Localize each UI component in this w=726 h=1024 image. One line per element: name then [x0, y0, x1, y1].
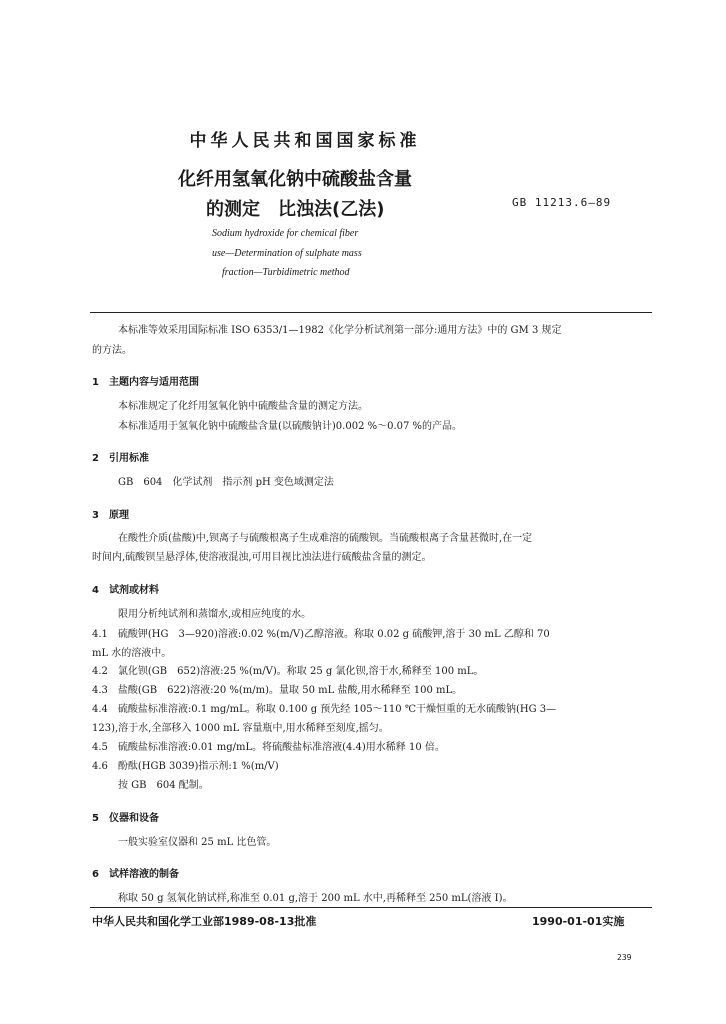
standard-code: GB 11213.6—89 [512, 196, 612, 209]
item-4-6-line-2: 按 GB 604 配制。 [118, 780, 209, 791]
effective-date: 1990-01-01实施 [532, 915, 625, 928]
section-3-paragraph-line-1: 在酸性介质(盐酸)中,钡离子与硫酸根离子生成难溶的硫酸钡。当硫酸根离子含量甚微时,在一定 [118, 533, 533, 544]
item-4-1-line-1: 4.1 硫酸钾(HG 3—920)溶液:0.02 %(m/V)乙醇溶液。称取 0.02 g 硫酸钾,溶于 30 mL 乙醇和 70 [92, 629, 550, 640]
section-1-paragraph-1: 本标准规定了化纤用氢氧化钠中硫酸盐含量的测定方法。 [118, 401, 368, 412]
section-1-heading: 1 主题内容与适用范围 [92, 377, 199, 388]
section-2-reference: GB 604 化学试剂 指示剂 pH 变色域测定法 [118, 477, 334, 488]
item-4-6-line-1: 4.6 酚酞(HGB 3039)指示剂:1 %(m/V) [92, 761, 279, 772]
section-1-paragraph-2: 本标准适用于氢氧化钠中硫酸盐含量(以硫酸钠计)0.002 %～0.07 %的产品。 [118, 421, 463, 432]
english-title-line-1: Sodium hydroxide for chemical fiber [212, 228, 359, 239]
approval-line: 中华人民共和国化学工业部1989-08-13批准 [92, 915, 317, 928]
item-4-4-line-1: 4.4 硫酸盐标准溶液:0.1 mg/mL。称取 0.100 g 预先经 105～110 ℃干燥恒重的无水硫酸钠(HG 3— [92, 704, 557, 715]
document-title-line-1: 化纤用氢氧化钠中硫酸盐含量 [178, 169, 412, 190]
section-4-heading: 4 试剂或材料 [92, 585, 159, 596]
item-4-5: 4.5 硫酸盐标准溶液:0.01 mg/mL。将硫酸盐标准溶液(4.4)用水稀释 10 倍。 [92, 742, 445, 753]
header-rule [90, 312, 652, 313]
section-4-intro: 限用分析纯试剂和蒸馏水,或相应纯度的水。 [118, 609, 312, 620]
item-4-4-line-2: 123),溶于水,全部移入 1000 mL 容量瓶中,用水稀释至刻度,摇匀。 [92, 723, 389, 734]
section-3-paragraph-line-2: 时间内,硫酸钡呈悬浮体,使溶液混浊,可用目视比浊法进行硫酸盐含量的测定。 [92, 552, 432, 563]
national-standard-heading: 中华人民共和国国家标准 [189, 131, 421, 151]
section-6-heading: 6 试样溶液的制备 [92, 869, 179, 880]
section-2-heading: 2 引用标准 [92, 453, 149, 464]
section-5-heading: 5 仪器和设备 [92, 813, 159, 824]
page-number: 239 [617, 953, 632, 962]
english-title-line-3: fraction—Turbidimetric method [222, 267, 350, 278]
section-6-paragraph: 称取 50 g 氢氧化钠试样,称准至 0.01 g,溶于 200 mL 水中,再稀释至 250 mL(溶液 I)。 [118, 893, 513, 904]
footer-rule [90, 907, 652, 908]
intro-line-1: 本标准等效采用国际标准 ISO 6353/1—1982《化学分析试剂第一部分:通用方法》中的 GM 3 规定 [118, 325, 562, 336]
section-3-heading: 3 原理 [92, 510, 129, 521]
item-4-3: 4.3 盐酸(GB 622)溶液:20 %(m/m)。量取 50 mL 盐酸,用水稀释至 100 mL。 [92, 685, 463, 696]
english-title-line-2: use—Determination of sulphate mass [212, 248, 362, 259]
document-title-line-2: 的测定 比浊法(乙法) [206, 199, 385, 220]
intro-line-2: 的方法。 [92, 345, 132, 356]
section-5-paragraph: 一般实验室仪器和 25 mL 比色管。 [118, 837, 277, 848]
item-4-2: 4.2 氯化钡(GB 652)溶液:25 %(m/V)。称取 25 g 氯化钡,溶于水,稀释至 100 mL。 [92, 666, 484, 677]
item-4-1-line-2: mL 水的溶液中。 [92, 648, 172, 659]
